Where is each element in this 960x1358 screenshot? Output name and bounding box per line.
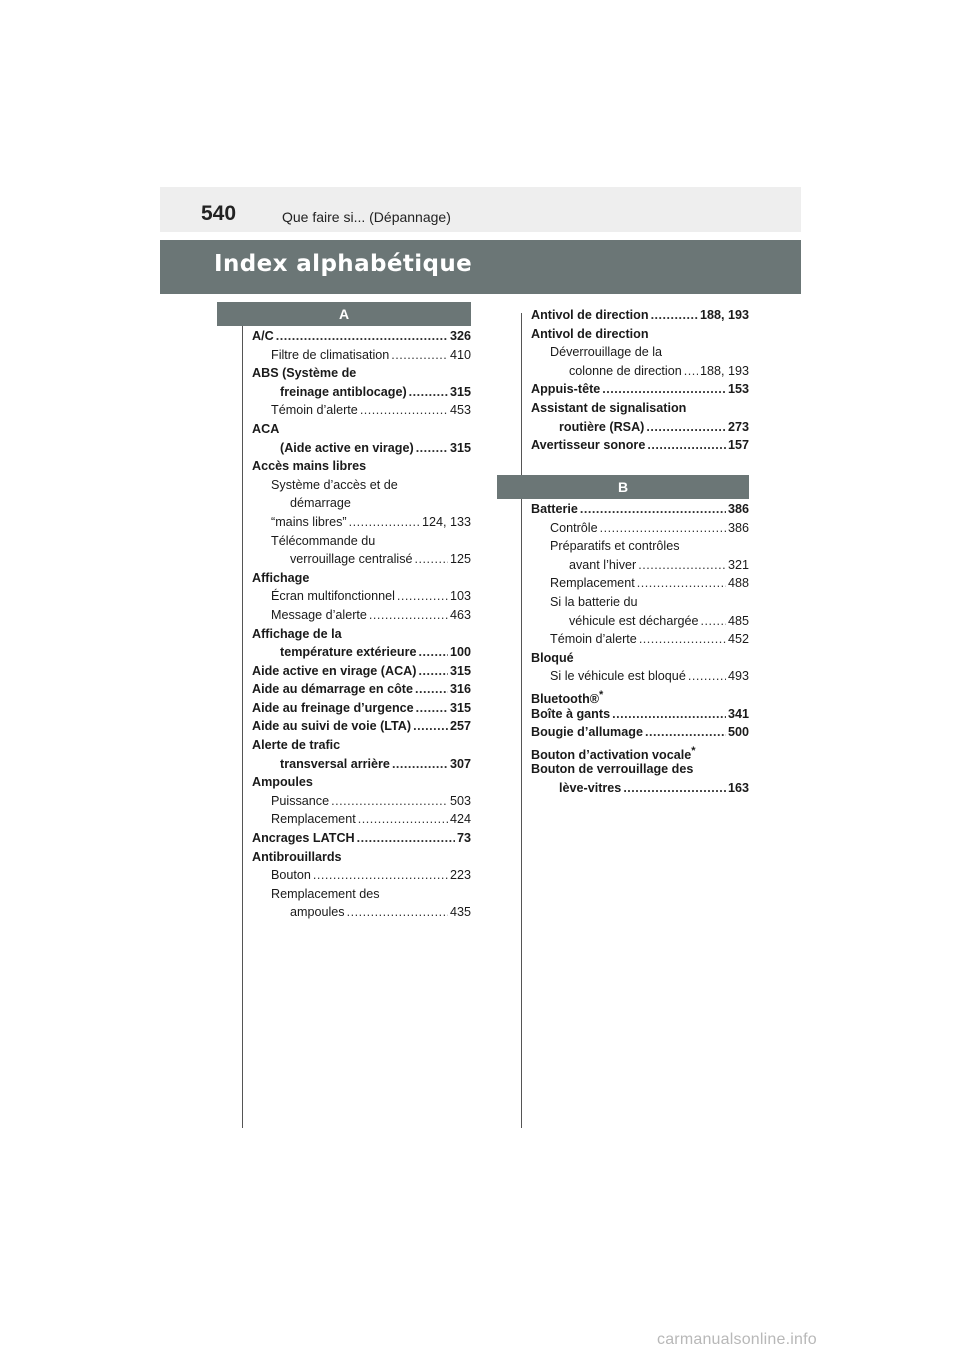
- entry-label: ampoules: [290, 905, 345, 920]
- page-reference: 424: [449, 812, 471, 827]
- page-reference: 163: [727, 780, 749, 795]
- leader-dots: [409, 383, 448, 402]
- leader-dots: [684, 362, 698, 381]
- index-entry: [531, 436, 749, 455]
- entry-label: Ampoules: [252, 775, 313, 790]
- leader-dots: [276, 327, 448, 346]
- index-entry: [252, 699, 471, 718]
- page-reference: 326: [449, 329, 471, 343]
- page-reference: 321: [727, 557, 749, 572]
- entry-label: Antivol de direction: [531, 326, 649, 341]
- index-entry: [252, 606, 471, 625]
- index-entry: [531, 537, 749, 556]
- entry-label: avant l’hiver: [569, 557, 637, 572]
- entry-label: freinage antiblocage): [280, 384, 407, 399]
- entry-label: Aide active en virage (ACA): [252, 663, 417, 678]
- leader-dots: [397, 587, 448, 606]
- entry-label: Bloqué: [531, 650, 574, 665]
- index-entry: [531, 556, 749, 575]
- entry-label: Aide au démarrage en côte: [252, 682, 413, 697]
- leader-dots: [612, 705, 726, 724]
- page-reference: 124, 133: [421, 514, 471, 529]
- index-entry: [531, 667, 749, 686]
- index-entry: [531, 418, 749, 437]
- leader-dots: [645, 723, 726, 742]
- page-reference: 315: [449, 700, 471, 715]
- section-header-a: A: [217, 302, 471, 326]
- entry-label: Message d’alerte: [271, 607, 367, 622]
- index-entry: [531, 686, 749, 705]
- asterisk-mark: *: [599, 688, 604, 701]
- entry-label: Assistant de signalisation: [531, 400, 687, 415]
- asterisk-mark: *: [691, 744, 696, 757]
- page-reference: 485: [727, 613, 749, 628]
- entry-label: Bouton: [271, 868, 311, 883]
- entry-label: Antibrouillards: [252, 849, 342, 864]
- page-reference: 125: [449, 552, 471, 567]
- leader-dots: [392, 755, 448, 774]
- index-entry: [252, 662, 471, 681]
- entry-label: Remplacement: [271, 812, 356, 827]
- entry-label: Télécommande du: [271, 533, 376, 548]
- entry-label: verrouillage centralisé: [290, 552, 413, 567]
- index-entry: [252, 848, 471, 867]
- index-entry: [252, 755, 471, 774]
- leader-dots: [701, 612, 726, 631]
- index-entry: [252, 327, 471, 346]
- page-reference: 453: [449, 403, 471, 418]
- entry-label: Témoin d’alerte: [271, 403, 358, 418]
- entry-label: Alerte de trafic: [252, 738, 341, 753]
- entry-label: (Aide active en virage): [280, 440, 414, 455]
- page-reference: 223: [449, 868, 471, 883]
- index-entry: [252, 625, 471, 644]
- leader-dots: [413, 717, 448, 736]
- page-reference: 315: [449, 663, 471, 678]
- entry-label: Écran multifonctionnel: [271, 589, 395, 604]
- entry-label: Bougie d’allumage: [531, 725, 643, 740]
- index-entry: [252, 532, 471, 551]
- page-reference: 488: [727, 576, 749, 591]
- section-header-b: B: [497, 475, 749, 499]
- index-entry: [252, 383, 471, 402]
- page-reference: 316: [449, 682, 471, 697]
- index-entry: [531, 380, 749, 399]
- index-entry: [531, 500, 749, 519]
- entry-label: Accès mains libres: [252, 459, 367, 474]
- page-reference: 503: [449, 793, 471, 808]
- leader-dots: [331, 792, 448, 811]
- index-entry: [252, 401, 471, 420]
- index-entry: [531, 779, 749, 798]
- leader-dots: [580, 500, 726, 519]
- watermark: carmanualsonline.info: [657, 1331, 817, 1348]
- entry-label: Remplacement des: [271, 886, 380, 901]
- page-reference: 188, 193: [699, 308, 749, 322]
- entry-label: routière (RSA): [559, 419, 645, 434]
- page-reference: 500: [727, 725, 749, 740]
- entry-label: Contrôle: [550, 520, 598, 535]
- index-entry: [252, 792, 471, 811]
- entry-label: Aide au freinage d’urgence: [252, 700, 414, 715]
- entry-label: “mains libres”: [271, 514, 347, 529]
- entry-label: Si la batterie du: [550, 594, 638, 609]
- index-entry: [531, 723, 749, 742]
- entry-label: Bouton de verrouillage des: [531, 762, 694, 777]
- entry-label: Boîte à gants: [531, 706, 611, 721]
- leader-dots: [416, 699, 448, 718]
- page-reference: 315: [449, 440, 471, 455]
- entry-label: Système d’accès et de: [271, 477, 398, 492]
- index-entry: [531, 760, 749, 779]
- leader-dots: [369, 606, 448, 625]
- entry-label: Affichage: [252, 570, 310, 585]
- leader-dots: [415, 680, 448, 699]
- index-entry: [252, 736, 471, 755]
- page-reference: 153: [727, 382, 749, 397]
- leader-dots: [415, 550, 448, 569]
- page-reference: 435: [449, 905, 471, 920]
- page-reference: 386: [727, 502, 749, 516]
- page-reference: 463: [449, 607, 471, 622]
- left-column-rule: [242, 313, 243, 1128]
- entry-label: Préparatifs et contrôles: [550, 539, 680, 554]
- entry-label: Bouton d’activation vocale: [531, 747, 692, 762]
- entry-label: Avertisseur sonore: [531, 438, 646, 453]
- leader-dots: [391, 346, 448, 365]
- leader-dots: [651, 306, 698, 325]
- page-reference: 103: [449, 589, 471, 604]
- leader-dots: [313, 866, 448, 885]
- index-entry: [531, 519, 749, 538]
- leader-dots: [358, 810, 448, 829]
- index-entry: [531, 742, 749, 761]
- index-entry: [252, 885, 471, 904]
- entry-label: colonne de direction: [569, 363, 682, 378]
- page-reference: 315: [449, 384, 471, 399]
- header-bar: [160, 187, 801, 232]
- index-column-left: [252, 327, 471, 922]
- leader-dots: [357, 829, 455, 848]
- leader-dots: [639, 630, 726, 649]
- index-entry: [531, 399, 749, 418]
- index-entry: [531, 362, 749, 381]
- leader-dots: [637, 574, 726, 593]
- index-entry: [252, 810, 471, 829]
- leader-dots: [349, 513, 420, 532]
- index-entry: [252, 513, 471, 532]
- index-entry: [252, 420, 471, 439]
- entry-label: Antivol de direction: [531, 308, 649, 322]
- index-column-right-a: [531, 306, 749, 455]
- index-entry: [252, 903, 471, 922]
- leader-dots: [602, 380, 726, 399]
- page-reference: 188, 193: [699, 363, 749, 378]
- index-entry: [531, 705, 749, 724]
- entry-label: Ancrages LATCH: [252, 831, 355, 846]
- leader-dots: [418, 662, 448, 681]
- page-title: Index alphabétique: [214, 251, 473, 277]
- index-entry: [531, 630, 749, 649]
- page-reference: 73: [456, 831, 471, 846]
- entry-label: ABS (Système de: [252, 366, 357, 381]
- page-reference: 257: [449, 719, 471, 734]
- entry-label: Si le véhicule est bloqué: [550, 669, 686, 684]
- index-entry: [252, 680, 471, 699]
- leader-dots: [638, 556, 726, 575]
- index-entry: [252, 866, 471, 885]
- leader-dots: [419, 643, 448, 662]
- leader-dots: [360, 401, 448, 420]
- entry-label: Filtre de climatisation: [271, 347, 390, 362]
- entry-label: véhicule est déchargée: [569, 613, 699, 628]
- index-entry: [252, 494, 471, 513]
- index-entry: [252, 550, 471, 569]
- index-entry: [531, 574, 749, 593]
- leader-dots: [347, 903, 448, 922]
- leader-dots: [600, 519, 726, 538]
- index-entry: [252, 643, 471, 662]
- leader-dots: [688, 667, 726, 686]
- index-entry: [252, 569, 471, 588]
- entry-label: Aide au suivi de voie (LTA): [252, 719, 412, 734]
- index-entry: [531, 612, 749, 631]
- index-entry: [252, 439, 471, 458]
- entry-label: lève-vitres: [559, 780, 622, 795]
- entry-label: Batterie: [531, 502, 578, 516]
- page-reference: 100: [449, 645, 471, 660]
- index-entry: [252, 773, 471, 792]
- entry-label: ACA: [252, 421, 280, 436]
- index-entry: [531, 649, 749, 668]
- index-entry: [531, 593, 749, 612]
- entry-label: Remplacement: [550, 576, 635, 591]
- index-entry: [531, 306, 749, 325]
- page-reference: 307: [449, 756, 471, 771]
- page-reference: 157: [727, 438, 749, 453]
- page-reference: 341: [727, 706, 749, 721]
- index-entry: [252, 457, 471, 476]
- entry-label: transversal arrière: [280, 756, 390, 771]
- entry-label: Puissance: [271, 793, 330, 808]
- page-number: 540: [201, 202, 237, 225]
- entry-label: Bluetooth®: [531, 692, 600, 707]
- index-entry: [252, 717, 471, 736]
- index-entry: [252, 364, 471, 383]
- entry-label: Appuis-tête: [531, 382, 601, 397]
- index-entry: [531, 343, 749, 362]
- entry-label: Déverrouillage de la: [550, 345, 663, 360]
- page-reference: 410: [449, 347, 471, 362]
- leader-dots: [623, 779, 726, 798]
- entry-label: A/C: [252, 329, 274, 343]
- leader-dots: [646, 418, 726, 437]
- chapter-title: Que faire si... (Dépannage): [282, 209, 451, 225]
- index-column-right-b: [531, 500, 749, 798]
- index-entry: [252, 829, 471, 848]
- right-column-rule: [521, 313, 522, 1128]
- index-entry: [531, 325, 749, 344]
- leader-dots: [416, 439, 448, 458]
- entry-label: Témoin d’alerte: [550, 632, 637, 647]
- leader-dots: [647, 436, 726, 455]
- page-reference: 452: [727, 632, 749, 647]
- entry-label: Affichage de la: [252, 626, 342, 641]
- page-reference: 386: [727, 520, 749, 535]
- index-entry: [252, 587, 471, 606]
- page-reference: 493: [727, 669, 749, 684]
- page-reference: 273: [727, 419, 749, 434]
- entry-label: démarrage: [290, 496, 351, 511]
- index-entry: [252, 346, 471, 365]
- index-entry: [252, 476, 471, 495]
- entry-label: température extérieure: [280, 645, 417, 660]
